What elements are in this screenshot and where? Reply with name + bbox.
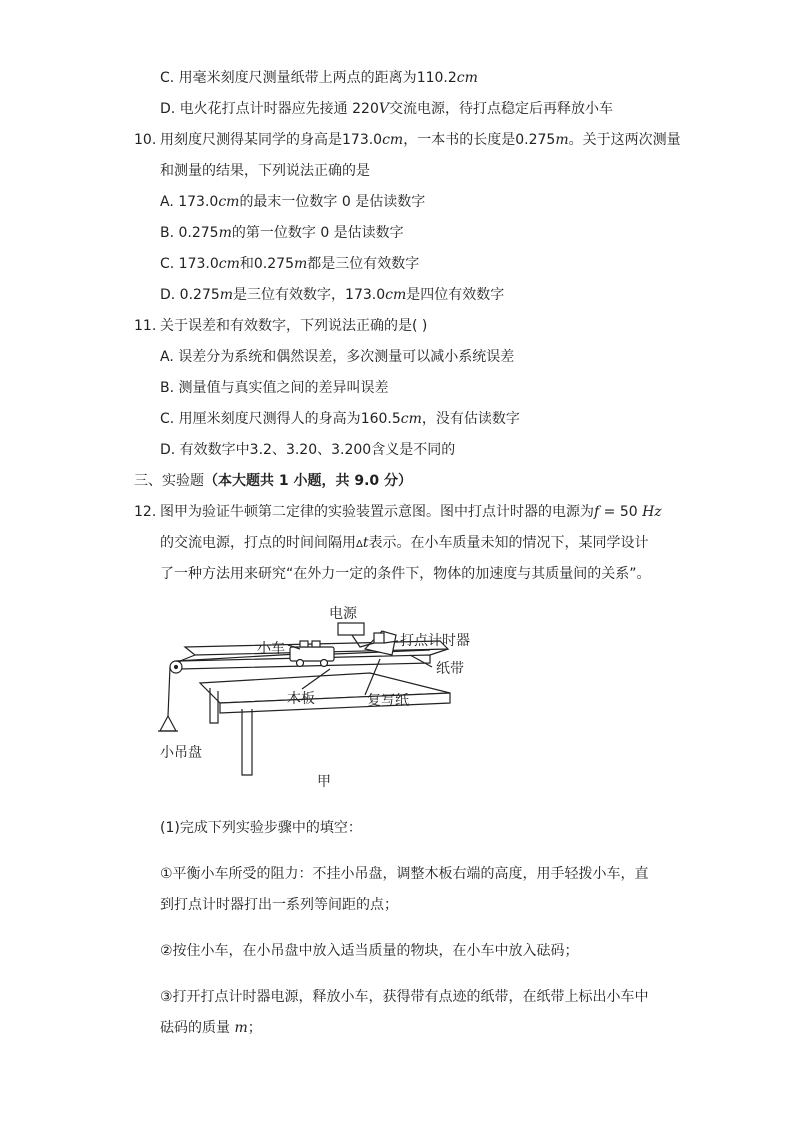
q10-option-c: C. 173.0cm和0.275m都是三位有效数字 (160, 256, 420, 272)
q10-option-d: D. 0.275m是三位有效数字，173.0cm是四位有效数字 (160, 287, 505, 303)
q10-stem-line1: 用刻度尺测得某同学的身高是173.0cm，一本书的长度是0.275m。关于这两次测量 (160, 132, 681, 148)
string-vertical (168, 667, 170, 716)
label-carbon: 复写纸 (367, 693, 409, 709)
apparatus-figure (160, 603, 470, 803)
tray (160, 716, 176, 731)
label-board: 木板 (287, 691, 315, 707)
figure-caption: 甲 (317, 774, 331, 790)
label-timer: 打点计时器 (400, 633, 470, 649)
q10-number: 10. (134, 132, 157, 148)
section-heading: 三、实验题（本大题共 1 小题，共 9.0 分） (134, 473, 413, 489)
label-tray: 小吊盘 (160, 745, 202, 761)
q11-option-a: A. 误差分为系统和偶然误差，多次测量可以减小系统误差 (160, 349, 515, 365)
q11-option-c: C. 用厘米刻度尺测得人的身高为160.5cm，没有估读数字 (160, 411, 520, 427)
q12-stem-line1: 图甲为验证牛顿第二定律的实验装置示意图。图中打点计时器的电源为f = 50 Hz (160, 504, 662, 520)
q9-option-c: C. 用毫米刻度尺测量纸带上两点的距离为110.2cm (160, 70, 478, 86)
q10-option-a: A. 173.0cm的最末一位数字 0 是估读数字 (160, 194, 426, 210)
label-tape: 纸带 (436, 661, 464, 677)
label-power: 电源 (329, 606, 357, 622)
step1-line1: ①平衡小车所受的阻力：不挂小吊盘，调整木板右端的高度，用手轻拨小车，直 (160, 866, 649, 882)
step1-line2: 到打点计时器打出一系列等间距的点； (160, 897, 398, 913)
q9-option-d: D. 电火花打点计时器应先接通 220V交流电源，待打点稳定后再释放小车 (160, 101, 613, 117)
q11-option-d: D. 有效数字中3.2、3.20、3.200含义是不同的 (160, 442, 456, 458)
q10-stem-line2: 和测量的结果，下列说法正确的是 (160, 163, 370, 179)
q11-stem: 关于误差和有效数字，下列说法正确的是( ) (160, 318, 428, 334)
step2: ②按住小车，在小吊盘中放入适当质量的物块，在小车中放入砝码； (160, 943, 579, 959)
table-leg-front (242, 709, 252, 775)
cart-body (290, 647, 334, 661)
q10-option-b: B. 0.275m的第一位数字 0 是估读数字 (160, 225, 404, 241)
step3-line1: ③打开打点计时器电源，释放小车，获得带有点迹的纸带，在纸带上标出小车中 (160, 989, 649, 1005)
q11-option-b: B. 测量值与真实值之间的差异叫误差 (160, 380, 389, 396)
q12-stem-line2: 的交流电源，打点的时间间隔用Δt表示。在小车质量未知的情况下，某同学设计 (160, 535, 649, 551)
q12-stem-line3: 了一种方法用来研究“在外力一定的条件下，物体的加速度与其质量间的关系”。 (160, 566, 651, 582)
label-cart: 小车 (257, 641, 285, 657)
q12-part1: (1)完成下列实验步骤中的填空： (160, 820, 362, 836)
step3-line2: 砝码的质量 m； (160, 1020, 262, 1036)
power-box (338, 623, 364, 635)
q12-number: 12. (134, 504, 157, 520)
q11-number: 11. (134, 318, 157, 334)
